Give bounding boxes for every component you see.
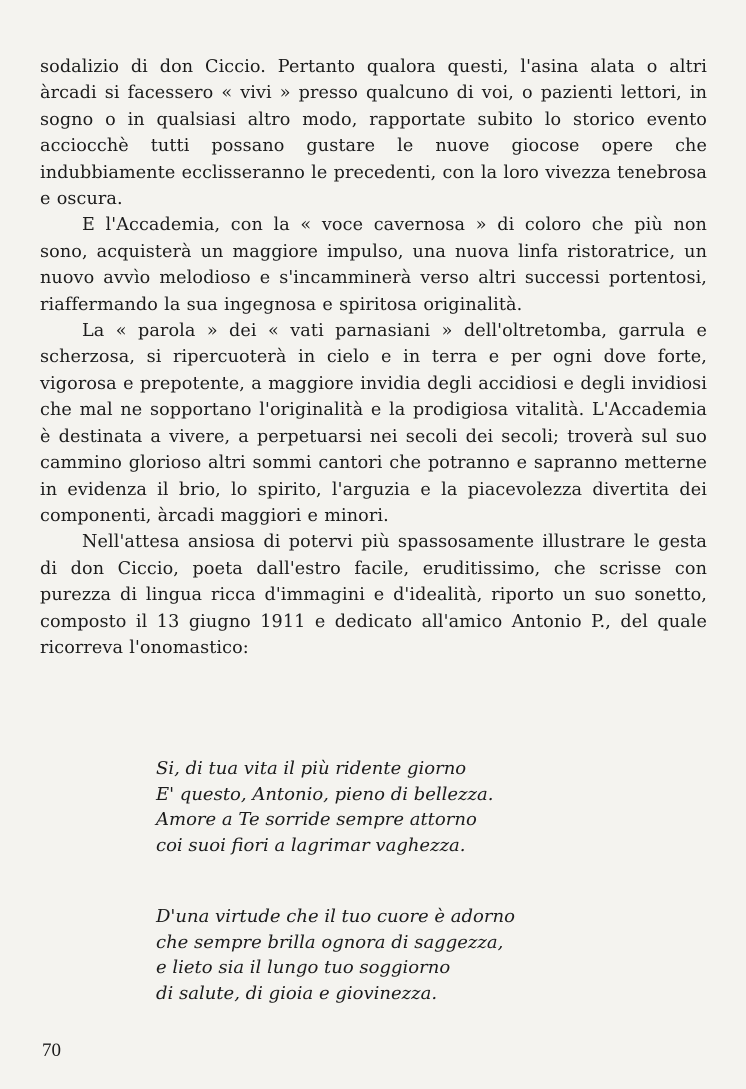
- paragraph-4: Nell'attesa ansiosa di potervi più spassosamente illustrare le gesta di don Ciccio, poeta dall'estro facile, eruditissimo, che scrisse con purezza di lingua ricca d'immagini e d'idealità, riporto un suo sonetto, composto il 13 giugno 1911 e dedicato all'amico Antonio P., del quale ricorreva l'onomastico:: [40, 532, 707, 658]
- verse-line: Amore a Te sorride sempre attorno: [156, 809, 477, 830]
- paragraph-3: La « parola » dei « vati parnasiani » dell'oltretomba, garrula e scherzosa, si ripercuoterà in cielo e in terra e per ogni dove forte, vigorosa e prepotente, a maggiore invidia degli accidiosi e degli invidiosi che mal ne sopportano l'originalità e la prodigiosa vitalità. L'Accademia è destinata a vivere, a perpetuarsi nei secoli dei secoli; troverà sul suo cammino glorioso altri sommi cantori che potranno e sapranno metterne in evidenza il brio, lo spirito, l'arguzia e la piacevolezza divertita dei componenti, àrcadi maggiori e minori.: [40, 321, 707, 526]
- page-number: 70: [42, 1040, 61, 1061]
- verse-line: Si, di tua vita il più ridente giorno: [156, 758, 467, 779]
- verse-line: E' questo, Antonio, pieno di bellezza.: [156, 783, 494, 805]
- paragraph-1: sodalizio di don Ciccio. Pertanto qualora questi, l'asina alata o altri àrcadi si facessero « vivi » presso qualcuno di voi, o pazienti lettori, in sogno o in qualsiasi altro modo, rapportate subito lo storico evento acciocchè tutti possano gustare le nuove giocose opere che indubbiamente ecclisseranno le precedenti, con la loro vivezza tenebrosa e oscura.: [40, 57, 707, 210]
- verse-line: che sempre brilla ognora di saggezza,: [156, 931, 504, 953]
- sonnet-stanza-2: [156, 904, 636, 1006]
- sonnet-stanza-1: [156, 756, 636, 858]
- verse-line: e lieto sia il lungo tuo soggiorno: [156, 957, 451, 978]
- verse-line: D'una virtude che il tuo cuore è adorno: [156, 906, 515, 927]
- verse-line: di salute, di gioia e giovinezza.: [156, 982, 438, 1004]
- verse-line: coi suoi fiori a lagrimar vaghezza.: [156, 834, 466, 856]
- paragraph-2: E l'Accademia, con la « voce cavernosa » di coloro che più non sono, acquisterà un maggiore impulso, una nuova linfa ristoratrice, un nuovo avvìo melodioso e s'incamminerà verso altri successi portentosi, riaffermando la sua ingegnosa e spiritosa originalità.: [40, 215, 707, 315]
- prose-body: [40, 54, 707, 661]
